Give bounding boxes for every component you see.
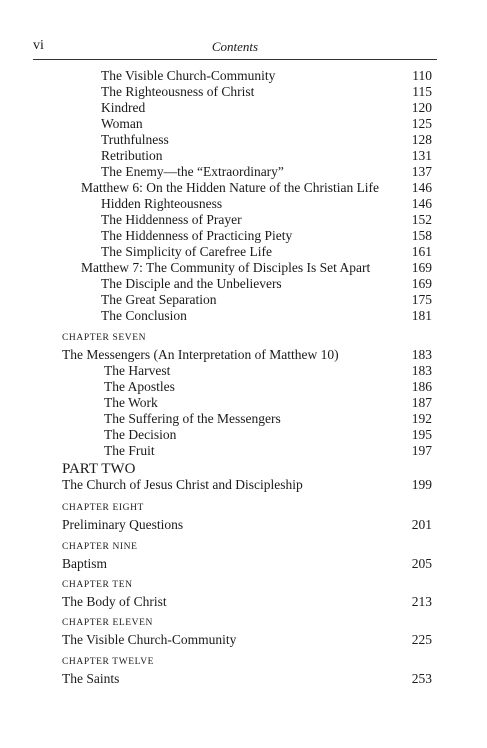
toc-page: 181 xyxy=(411,308,432,323)
toc-title: The Apostles xyxy=(104,379,175,394)
toc-title: The Messengers (An Interpretation of Matthew 10) xyxy=(62,347,339,362)
toc-title: The Hiddenness of Practicing Piety xyxy=(101,228,293,243)
toc-title: The Disciple and the Unbelievers xyxy=(101,276,282,291)
toc-entry xyxy=(0,476,487,494)
toc-title: Matthew 7: The Community of Disciples Is Set Apart xyxy=(81,260,371,275)
toc-entry xyxy=(0,307,487,325)
toc-page: 169 xyxy=(411,260,432,275)
toc-title: The Suffering of the Messengers xyxy=(104,411,281,426)
toc-page: 125 xyxy=(411,116,432,131)
running-head: Contents xyxy=(211,39,259,54)
part-label: PART TWO xyxy=(62,461,136,477)
toc-title: The Visible Church-Community xyxy=(101,68,276,83)
toc-page: 175 xyxy=(411,292,432,307)
page-number: vi xyxy=(33,38,44,53)
toc-page: 201 xyxy=(411,517,432,532)
toc-page: 199 xyxy=(411,477,432,492)
toc-title: Preliminary Questions xyxy=(62,517,184,532)
toc-page: 128 xyxy=(411,132,432,147)
toc-page: 205 xyxy=(411,556,432,571)
toc-entry xyxy=(0,442,487,460)
toc-title: The Church of Jesus Christ and Discipleship xyxy=(62,477,303,492)
toc-title: The Work xyxy=(104,395,158,410)
toc-title: The Decision xyxy=(104,427,177,442)
toc-title: The Body of Christ xyxy=(62,594,167,609)
toc-page: 110 xyxy=(412,68,432,83)
toc-page: 161 xyxy=(411,244,432,259)
toc-page: 137 xyxy=(411,164,432,179)
chapter-label: CHAPTER SEVEN xyxy=(62,333,147,343)
toc-page: 183 xyxy=(411,347,432,362)
toc-page: 197 xyxy=(411,443,432,458)
toc-entry xyxy=(0,631,487,649)
toc-title: The Conclusion xyxy=(101,308,187,323)
header-rule xyxy=(33,59,437,60)
toc-page: 192 xyxy=(411,411,432,426)
toc-title: Truthfulness xyxy=(101,132,169,147)
toc-title: The Fruit xyxy=(104,443,155,458)
toc-title: The Hiddenness of Prayer xyxy=(101,212,242,227)
toc-title: The Visible Church-Community xyxy=(62,632,237,647)
toc-page: 152 xyxy=(411,212,432,227)
toc-page: 225 xyxy=(411,632,432,647)
toc-page: 115 xyxy=(412,84,432,99)
toc-page: 186 xyxy=(411,379,432,394)
toc-entry xyxy=(0,516,487,534)
toc-title: The Great Separation xyxy=(101,292,217,307)
chapter-label: CHAPTER ELEVEN xyxy=(62,618,153,628)
toc-page: 146 xyxy=(411,196,432,211)
toc-page: 158 xyxy=(411,228,432,243)
chapter-label: CHAPTER EIGHT xyxy=(62,503,144,513)
toc-title: The Righteousness of Christ xyxy=(101,84,255,99)
toc-title: Kindred xyxy=(101,100,146,115)
toc-page: 183 xyxy=(411,363,432,378)
chapter-label: CHAPTER TEN xyxy=(62,580,133,590)
toc-title: The Harvest xyxy=(104,363,171,378)
chapter-label: CHAPTER NINE xyxy=(62,542,138,552)
toc-page: 253 xyxy=(411,671,432,686)
toc-title: The Simplicity of Carefree Life xyxy=(101,244,272,259)
toc-page: 187 xyxy=(411,395,432,410)
toc-entry xyxy=(0,593,487,611)
toc-title: The Saints xyxy=(62,671,120,686)
toc-title: Matthew 6: On the Hidden Nature of the Christian Life xyxy=(81,180,380,195)
page-header xyxy=(33,38,437,56)
toc-title: The Enemy—the “Extraordinary” xyxy=(101,164,284,179)
toc-page: 131 xyxy=(411,148,432,163)
chapter-label: CHAPTER TWELVE xyxy=(62,657,155,667)
toc-title: Hidden Righteousness xyxy=(101,196,223,211)
toc-page: 169 xyxy=(411,276,432,291)
toc-page: 213 xyxy=(411,594,432,609)
toc-entry xyxy=(0,670,487,688)
toc-title: Baptism xyxy=(62,556,108,571)
toc-entry xyxy=(0,555,487,573)
toc-title: Woman xyxy=(101,116,143,131)
toc-page: 195 xyxy=(411,427,432,442)
toc-page: 146 xyxy=(411,180,432,195)
toc-page: 120 xyxy=(411,100,432,115)
toc-title: Retribution xyxy=(101,148,163,163)
